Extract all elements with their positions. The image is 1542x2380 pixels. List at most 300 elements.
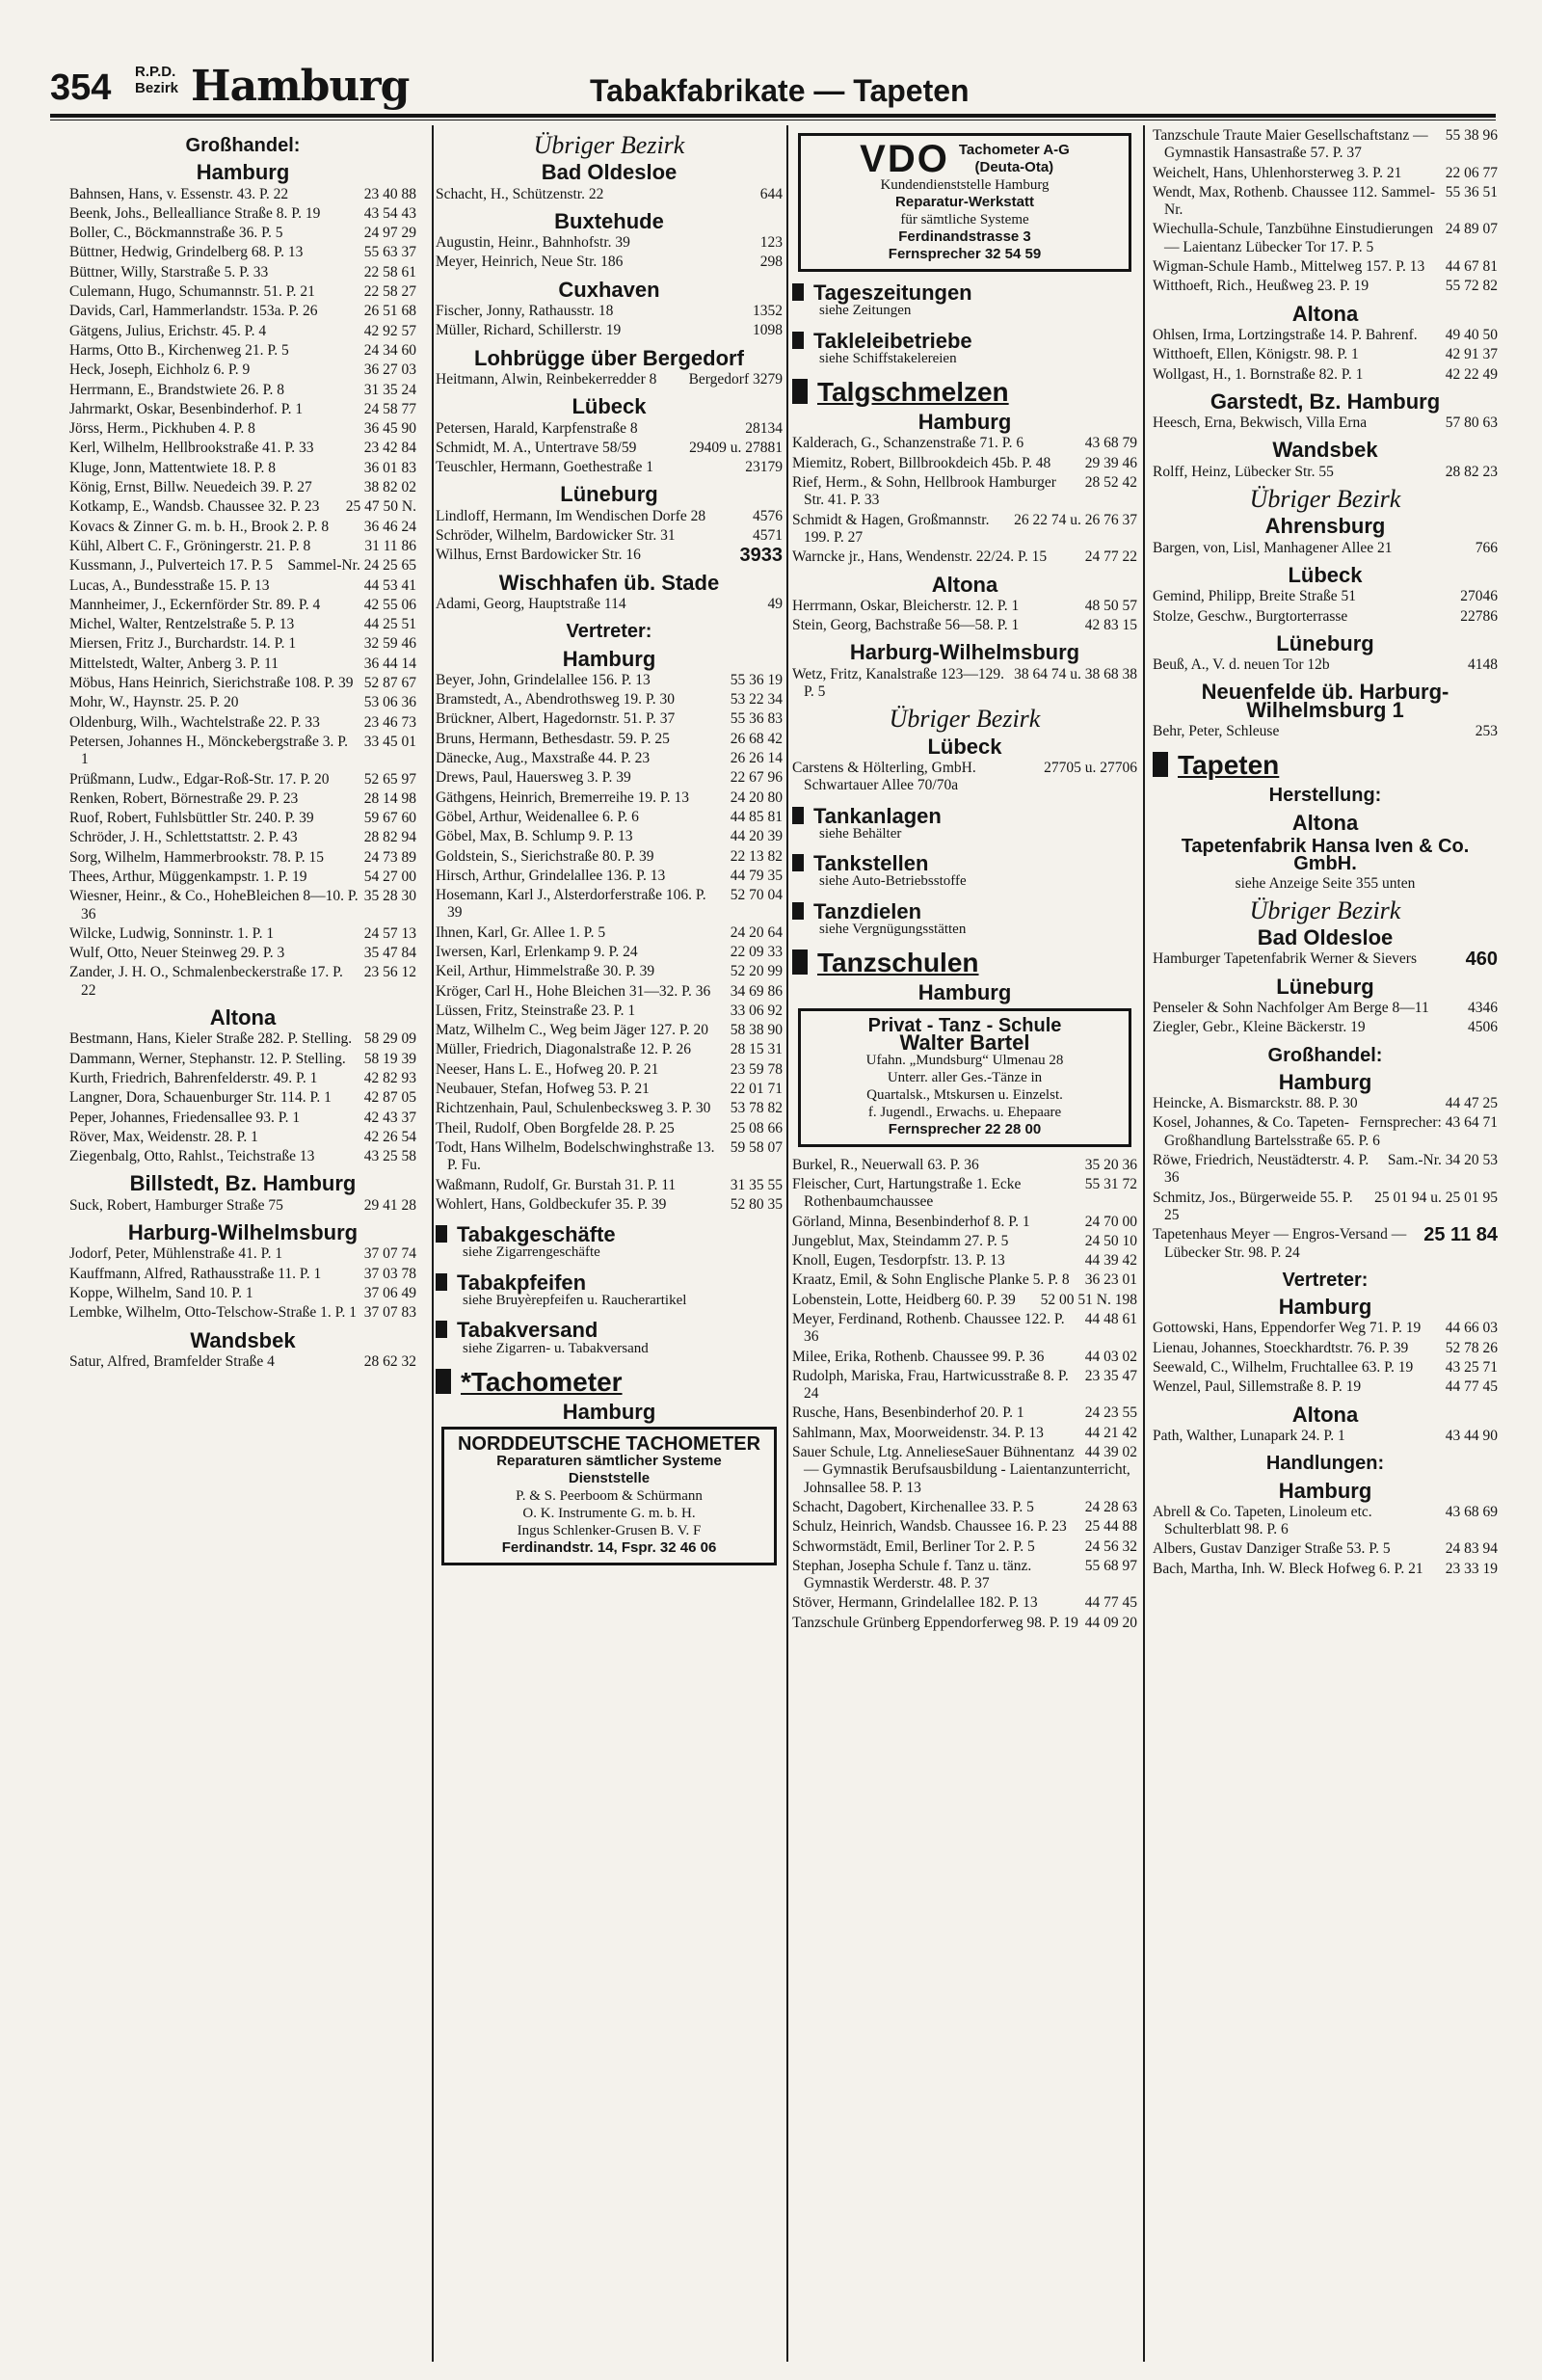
directory-entry — [69, 205, 416, 223]
phone-number: 298 — [759, 254, 783, 271]
phone-number: 24 57 13 — [363, 924, 416, 942]
phone-number: 253 — [1475, 723, 1498, 740]
entry-text: Lüssen, Fritz, Steinstraße 23. P. 1 — [436, 1002, 636, 1019]
ad-line: Ferdinandstr. 14, Fspr. 32 46 06 — [501, 1539, 717, 1557]
entry-text: Petersen, Johannes H., Mönckebergstraße 3. P. 1 — [69, 733, 348, 768]
phone-number: 58 29 09 — [363, 1030, 416, 1048]
phone-number: 44 85 81 — [730, 808, 783, 825]
directory-entry — [1153, 1359, 1498, 1377]
ad-line: (Deuta-Ota) — [974, 159, 1054, 175]
phone-number: 28 82 94 — [363, 829, 416, 846]
entry-text: König, Ernst, Billw. Neuedeich 39. P. 27 — [69, 479, 312, 496]
directory-entry — [69, 734, 416, 769]
section-heading — [792, 948, 1137, 978]
directory-entry — [1153, 656, 1498, 674]
phone-number: 35 47 84 — [363, 945, 416, 962]
phone-number: 58 19 39 — [363, 1050, 416, 1067]
directory-entry — [69, 714, 416, 732]
entry-text: Satur, Alfred, Bramfelder Straße 4 — [69, 1352, 275, 1370]
phone-number: 43 25 58 — [363, 1148, 416, 1165]
phone-number: 29 41 28 — [363, 1196, 416, 1214]
directory-entry — [69, 342, 416, 360]
directory-entry — [792, 1538, 1137, 1556]
phone-number: 58 38 90 — [730, 1022, 783, 1039]
entry-text: Witthoeft, Rich., Heußweg 23. P. 19 — [1153, 278, 1369, 295]
phone-number: 52 78 26 — [1445, 1339, 1498, 1356]
entry-text: Heitmann, Alwin, Reinbekerredder 8 — [436, 370, 657, 388]
entry-text: Bruns, Hermann, Bethesdastr. 59. P. 25 — [436, 730, 670, 747]
ad-line: Ingus Schlenker-Grusen B. V. F — [517, 1523, 702, 1539]
section-marker-icon — [436, 1321, 447, 1338]
directory-entry — [69, 771, 416, 789]
directory-entry — [436, 963, 783, 980]
place-heading: Ahrensburg — [1264, 514, 1386, 539]
place-heading: Garstedt, Bz. Hamburg — [1210, 388, 1441, 414]
directory-entry — [792, 598, 1137, 615]
entry-text: Schmidt & Hagen, Großmannstr. 199. P. 27 — [792, 511, 990, 546]
entry-text: Wenzel, Paul, Sillemstraße 8. P. 19 — [1153, 1378, 1362, 1396]
phone-number: 24 97 29 — [363, 225, 416, 242]
section-heading — [792, 281, 1137, 305]
directory-entry — [1153, 1504, 1498, 1539]
entry-text: Koppe, Wilhelm, Sand 10. P. 1 — [69, 1284, 253, 1301]
phone-number: 24 20 64 — [730, 923, 783, 941]
entry-text: Sahlmann, Max, Moorweidenstr. 34. P. 13 — [792, 1424, 1044, 1441]
directory-entry — [792, 548, 1137, 566]
phone-number: 37 06 49 — [363, 1284, 416, 1301]
entry-text: Hirsch, Arthur, Grindelallee 136. P. 13 — [436, 867, 666, 884]
entry-text: Behr, Peter, Schleuse — [1153, 723, 1280, 740]
phone-number: 31 35 55 — [730, 1176, 783, 1193]
phone-number: 52 87 67 — [363, 675, 416, 692]
phone-number: 42 87 05 — [363, 1089, 416, 1107]
directory-entry — [69, 420, 416, 438]
section-heading-text: Tanzdielen — [813, 898, 922, 923]
directory-entry — [1153, 184, 1498, 220]
phone-number: 22 58 27 — [363, 283, 416, 301]
phone-number: 25 47 50 N. — [345, 498, 416, 516]
entry-text: Schacht, H., Schützenstr. 22 — [436, 185, 604, 202]
directory-entry — [792, 1594, 1137, 1612]
phone-number: 23179 — [745, 459, 783, 476]
ad-line: Kundendienststelle Hamburg — [880, 177, 1050, 193]
advertisement — [441, 1427, 777, 1565]
directory-entry — [1153, 414, 1498, 432]
entry-text: Bahnsen, Hans, v. Essenstr. 43. P. 22 — [69, 185, 289, 202]
category-heading: Vertreter: — [1282, 1269, 1369, 1291]
directory-entry — [69, 382, 416, 399]
ad-line: Reparatur-Werkstatt — [895, 194, 1034, 210]
section-heading — [436, 1366, 783, 1397]
directory-entry — [1153, 1320, 1498, 1337]
phone-number: 38 64 74 u. 38 68 38 — [1014, 665, 1137, 682]
column-2 — [436, 127, 783, 2364]
directory-entry — [1153, 1114, 1498, 1150]
ad-line: Ferdinandstrasse 3 — [898, 228, 1031, 245]
phone-number: 37 07 74 — [363, 1245, 416, 1263]
phone-number: 22786 — [1460, 607, 1498, 625]
phone-number: 36 46 24 — [363, 518, 416, 535]
directory-entry — [792, 1499, 1137, 1516]
section-heading-text: Talgschmelzen — [817, 377, 1009, 408]
phone-number: 24 73 89 — [363, 848, 416, 866]
entry-text: Adami, Georg, Hauptstraße 114 — [436, 595, 626, 612]
directory-entry — [436, 459, 783, 476]
place-heading: Hamburg — [917, 980, 1012, 1005]
entry-text: Lucas, A., Bundesstraße 15. P. 13 — [69, 576, 270, 594]
phone-number: 23 59 78 — [730, 1060, 783, 1078]
entry-text: Sauer Schule, Ltg. AnnelieseSauer Bühnentanz — Gymnastik Berufsausbildung - Laientanzunterricht, Johnsallee 58. P. 13 — [792, 1444, 1130, 1496]
section-heading-text: *Tachometer — [461, 1366, 623, 1397]
place-heading: Altona — [1291, 810, 1359, 835]
phone-number: 29 39 46 — [1084, 454, 1137, 471]
entry-text: Keil, Arthur, Himmelstraße 30. P. 39 — [436, 963, 655, 980]
entry-text: Stephan, Josepha Schule f. Tanz u. tänz. Gymnastik Werderstr. 48. P. 37 — [792, 1557, 1032, 1592]
phone-number: 766 — [1475, 539, 1498, 556]
entry-text: Tanzschule Grünberg Eppendorferweg 98. P. 19 — [792, 1614, 1078, 1631]
phone-number: 44 48 61 — [1084, 1310, 1137, 1327]
ad-line: Dienststelle — [568, 1470, 651, 1487]
entry-text: Drews, Paul, Hauersweg 3. P. 39 — [436, 769, 631, 787]
entry-text: Herrmann, Oskar, Bleicherstr. 12. P. 1 — [792, 597, 1020, 614]
directory-entry — [792, 1368, 1137, 1404]
entry-text: Rolff, Heinz, Lübecker Str. 55 — [1153, 463, 1334, 480]
entry-text: Ziegler, Gebr., Kleine Bäckerstr. 19 — [1153, 1019, 1366, 1036]
phone-number: 36 01 83 — [363, 459, 416, 476]
phone-number: 4576 — [753, 507, 783, 524]
ad-line: Fernsprecher 32 54 59 — [888, 246, 1042, 262]
entry-text: Mittelstedt, Walter, Anberg 3. P. 11 — [69, 655, 279, 672]
directory-entry — [69, 1197, 416, 1215]
entry-text: Kraatz, Emil, & Sohn Englische Planke 5. P. 8 — [792, 1271, 1070, 1289]
entry-text: Kröger, Carl H., Hohe Bleichen 31—32. P. 36 — [436, 982, 711, 1000]
phone-number: 34 69 86 — [730, 982, 783, 1000]
directory-entry — [69, 283, 416, 301]
phone-number: 24 77 22 — [1084, 548, 1137, 566]
phone-number: 28 62 32 — [363, 1352, 416, 1370]
entry-text: Wilhus, Ernst Bardowicker Str. 16 — [436, 547, 641, 564]
phone-number: Fernsprecher: 43 64 71 — [1359, 1114, 1498, 1132]
entry-text: Renken, Robert, Börnestraße 29. P. 23 — [69, 789, 299, 807]
entry-text: Lienau, Johannes, Stoeckhardtstr. 76. P. 39 — [1153, 1339, 1409, 1356]
centered-note: Tapetenfabrik Hansa Iven & Co. GmbH. — [1181, 835, 1470, 875]
category-heading: Handlungen: — [1265, 1453, 1385, 1475]
ad-line: O. K. Instrumente G. m. b. H. — [522, 1506, 696, 1522]
directory-entry — [792, 760, 1137, 795]
entry-text: Schröder, J. H., Schlettstattstr. 2. P. 43 — [69, 829, 298, 846]
directory-entry — [792, 1558, 1137, 1593]
entry-text: Jörss, Herm., Pickhuben 4. P. 8 — [69, 420, 255, 438]
ad-brand-row — [807, 138, 1123, 180]
entry-text: Wilcke, Ludwig, Sonninstr. 1. P. 1 — [69, 924, 275, 942]
phone-number: 42 55 06 — [363, 596, 416, 613]
entry-text: Witthoeft, Ellen, Königstr. 98. P. 1 — [1153, 346, 1359, 363]
entry-text: Heincke, A. Bismarckstr. 88. P. 30 — [1153, 1095, 1358, 1112]
column-divider — [786, 125, 788, 2362]
directory-entry — [436, 1139, 783, 1175]
advertisement — [798, 133, 1131, 272]
region-heading: Übriger Bezirk — [889, 705, 1041, 734]
directory-entry — [436, 769, 783, 787]
phone-number: 44 25 51 — [363, 616, 416, 633]
place-heading: Hamburg — [1278, 1478, 1372, 1503]
phone-number: 43 54 43 — [363, 204, 416, 222]
ad-line: für sämtliche Systeme — [900, 212, 1029, 227]
phone-number: 25 08 66 — [730, 1119, 783, 1137]
ad-line: Quartalsk., Mtskursen u. Einzelst. — [866, 1086, 1063, 1103]
place-heading: Altona — [209, 1005, 277, 1030]
entry-text: Boller, C., Böckmannstraße 36. P. 5 — [69, 225, 283, 242]
entry-text: Warncke jr., Hans, Wendenstr. 22/24. P. 15 — [792, 548, 1048, 566]
directory-entry — [792, 1615, 1137, 1632]
directory-entry — [69, 925, 416, 943]
phone-number: 42 83 15 — [1084, 617, 1137, 634]
directory-entry — [436, 924, 783, 942]
city-title: Hamburg — [191, 62, 410, 111]
phone-number: 59 58 07 — [730, 1138, 783, 1156]
entry-text: Jodorf, Peter, Mühlenstraße 41. P. 1 — [69, 1245, 283, 1263]
phone-number: 24 50 10 — [1084, 1232, 1137, 1249]
entry-text: Miersen, Fritz J., Burchardstr. 14. P. 1 — [69, 635, 297, 653]
directory-entry — [792, 435, 1137, 452]
entry-text: Görland, Minna, Besenbinderhof 8. P. 1 — [792, 1213, 1030, 1230]
entry-text: Stein, Georg, Bachstraße 56—58. P. 1 — [792, 617, 1020, 634]
entry-text: Kauffmann, Alfred, Rathausstraße 11. P. 1 — [69, 1265, 322, 1282]
ad-line: Ufahn. „Mundsburg“ Ulmenau 28 — [865, 1052, 1064, 1068]
entry-text: Davids, Carl, Hammerlandstr. 153a. P. 26 — [69, 303, 318, 320]
phone-number: 44 77 45 — [1084, 1594, 1137, 1612]
entry-text: Kluge, Jonn, Mattentwiete 18. P. 8 — [69, 459, 276, 476]
section-marker-icon — [792, 283, 804, 301]
phone-number: 44 66 03 — [1445, 1320, 1498, 1337]
entry-text: Beyer, John, Grindelallee 156. P. 13 — [436, 671, 651, 688]
directory-entry — [436, 440, 783, 457]
place-heading: Cuxhaven — [558, 277, 660, 302]
section-heading — [792, 898, 1137, 923]
region-heading: Übriger Bezirk — [1249, 485, 1401, 514]
directory-entry — [436, 1022, 783, 1039]
entry-text: Schulz, Heinrich, Wandsb. Chaussee 16. P. 23 — [792, 1518, 1067, 1536]
entry-text: Jahrmarkt, Oskar, Besenbinderhof. P. 1 — [69, 400, 304, 417]
directory-entry — [792, 1311, 1137, 1347]
entry-text: Lembke, Wilhelm, Otto-Telschow-Straße 1. P. 1 — [69, 1304, 358, 1322]
entry-text: Albers, Gustav Danziger Straße 53. P. 5 — [1153, 1540, 1391, 1558]
directory-entry — [69, 1266, 416, 1283]
directory-entry — [69, 694, 416, 711]
phone-number: 24 23 55 — [1084, 1404, 1137, 1422]
section-title: Tabakfabrikate — Tapeten — [590, 73, 970, 108]
phone-number: 44 67 81 — [1445, 258, 1498, 276]
entry-text: Müller, Richard, Schillerstr. 19 — [436, 322, 622, 339]
phone-number: 44 47 25 — [1445, 1095, 1498, 1112]
directory-entry — [1153, 608, 1498, 626]
entry-text: Ohlsen, Irma, Lortzingstraße 14. P. Bahrenf. — [1153, 326, 1418, 343]
directory-entry — [792, 1233, 1137, 1250]
place-heading: Bad Oldesloe — [1257, 925, 1394, 950]
entry-text: Goldstein, S., Sierichstraße 80. P. 39 — [436, 847, 654, 865]
phone-number: 22 13 82 — [730, 847, 783, 865]
directory-entry — [69, 264, 416, 281]
region-heading: Übriger Bezirk — [1249, 896, 1401, 924]
phone-number: 57 80 63 — [1445, 414, 1498, 432]
region-heading: Übriger Bezirk — [533, 131, 685, 159]
phone-number: 55 38 96 — [1445, 127, 1498, 144]
directory-entry — [1153, 1019, 1498, 1036]
entry-text: Tapetenhaus Meyer — Engros-Versand — Lübecker Str. 98. P. 24 — [1153, 1226, 1407, 1261]
directory-entry — [1153, 221, 1498, 256]
page-header — [50, 60, 1496, 118]
section-heading-text: Tapeten — [1178, 750, 1280, 781]
entry-text: Wiesner, Heinr., & Co., HoheBleichen 8—10. P. 36 — [69, 888, 359, 923]
entry-text: Meyer, Ferdinand, Rothenb. Chaussee 122. P. 36 — [792, 1310, 1065, 1346]
phone-number: 36 27 03 — [363, 361, 416, 379]
entry-text: Bestmann, Hans, Kieler Straße 282. P. Stelling. — [69, 1030, 353, 1048]
cross-reference: siehe Zigarrengeschäfte — [463, 1244, 600, 1261]
directory-entry — [792, 1292, 1137, 1309]
entry-text: Culemann, Hugo, Schumannstr. 51. P. 21 — [69, 283, 315, 301]
phone-number: 44 77 45 — [1445, 1378, 1498, 1396]
entry-text: Waßmann, Rudolf, Gr. Burstah 31. P. 11 — [436, 1176, 677, 1193]
directory-entry — [1153, 278, 1498, 295]
phone-number: 24 70 00 — [1084, 1213, 1137, 1230]
column-divider — [432, 125, 434, 2362]
section-heading — [1153, 750, 1498, 781]
directory-entry — [436, 944, 783, 961]
directory-entry — [69, 519, 416, 536]
entry-text: Büttner, Willy, Starstraße 5. P. 33 — [69, 263, 269, 281]
column-1 — [69, 127, 416, 2364]
entry-text: Bramstedt, A., Abendrothsweg 19. P. 30 — [436, 691, 675, 709]
directory-entry — [1153, 1152, 1498, 1188]
section-marker-icon — [1153, 752, 1168, 777]
entry-text: Brückner, Albert, Hagedornstr. 51. P. 37 — [436, 710, 676, 728]
phone-number: 35 28 30 — [363, 888, 416, 905]
entry-text: Richtzenhain, Paul, Schulenbecksweg 3. P. 30 — [436, 1100, 711, 1117]
phone-number: 4346 — [1468, 999, 1498, 1016]
entry-text: Beenk, Johs., Bellealliance Straße 8. P. 19 — [69, 204, 321, 222]
directory-entry — [69, 1304, 416, 1322]
section-marker-icon — [792, 379, 808, 404]
directory-entry — [436, 527, 783, 545]
phone-number: Bergedorf 3279 — [688, 370, 783, 388]
entry-text: Seewald, C., Wilhelm, Fruchtallee 63. P. 19 — [1153, 1359, 1414, 1377]
directory-entry — [69, 675, 416, 692]
directory-entry — [436, 691, 783, 709]
directory-entry — [69, 538, 416, 555]
phone-number: 31 35 24 — [363, 381, 416, 398]
vdo-logo: VDO — [860, 138, 949, 180]
directory-entry — [1153, 1226, 1498, 1262]
entry-text: Lobenstein, Lotte, Heidberg 60. P. 39 — [792, 1291, 1016, 1308]
phone-number: 53 22 34 — [730, 691, 783, 709]
phone-number: 44 79 35 — [730, 867, 783, 884]
directory-entry — [436, 1081, 783, 1098]
place-heading: Hamburg — [562, 1399, 656, 1424]
directory-entry — [69, 635, 416, 653]
entry-text: Wetz, Fritz, Kanalstraße 123—129. P. 5 — [792, 665, 1004, 701]
phone-number: 55 63 37 — [363, 244, 416, 261]
directory-entry — [1153, 1561, 1498, 1578]
header-rule — [50, 114, 1496, 118]
entry-text: Göbel, Arthur, Weidenallee 6. P. 6 — [436, 808, 639, 825]
directory-entry — [436, 508, 783, 525]
phone-number: 33 06 92 — [730, 1002, 783, 1019]
directory-entry — [436, 322, 783, 339]
entry-text: Neeser, Hans L. E., Hofweg 20. P. 21 — [436, 1060, 659, 1078]
phone-number: 22 67 96 — [730, 769, 783, 787]
ad-line: Tachometer A-G — [958, 142, 1070, 158]
phone-number: 42 43 37 — [363, 1109, 416, 1126]
phone-number: 55 36 51 — [1445, 183, 1498, 201]
column-3 — [792, 127, 1137, 2364]
directory-entry — [69, 964, 416, 1000]
advertisement — [798, 1008, 1131, 1147]
entry-text: Path, Walther, Lunapark 24. P. 1 — [1153, 1427, 1345, 1444]
directory-entry — [69, 401, 416, 418]
phone-number: 25 01 94 u. 25 01 95 — [1374, 1189, 1498, 1206]
entry-text: Wigman-Schule Hamb., Mittelweg 157. P. 13 — [1153, 258, 1425, 276]
directory-entry — [436, 186, 783, 203]
phone-number: 24 56 32 — [1084, 1538, 1137, 1555]
phone-number: 25 44 88 — [1084, 1518, 1137, 1536]
directory-entry — [69, 1051, 416, 1068]
place-heading: Altona — [1291, 301, 1359, 326]
place-heading: Lüneburg — [1276, 974, 1374, 999]
phone-number: 28 14 98 — [363, 789, 416, 807]
category-heading: Herstellung: — [1268, 785, 1382, 807]
cross-reference: siehe Schiffstakelereien — [819, 350, 957, 366]
phone-number: 55 31 72 — [1084, 1175, 1137, 1192]
phone-number: 23 56 12 — [363, 964, 416, 981]
entry-text: Rief, Herm., & Sohn, Hellbrook Hamburger Str. 41. P. 33 — [792, 474, 1056, 509]
entry-text: Michel, Walter, Rentzelstraße 5. P. 13 — [69, 616, 295, 633]
place-heading: Buxtehude — [554, 208, 664, 233]
directory-entry — [436, 1041, 783, 1058]
directory-entry — [792, 1349, 1137, 1366]
phone-number: 42 26 54 — [363, 1128, 416, 1145]
directory-entry — [436, 545, 783, 567]
entry-text: Dammann, Werner, Stephanstr. 12. P. Stelling. — [69, 1050, 346, 1067]
directory-entry — [69, 888, 416, 923]
phone-number: 28 82 23 — [1445, 463, 1498, 480]
section-heading-text: Takleleibetriebe — [813, 328, 972, 353]
entry-text: Kovacs & Zinner G. m. b. H., Brook 2. P. 8 — [69, 518, 330, 535]
directory-entry — [1153, 464, 1498, 481]
entry-text: Bach, Martha, Inh. W. Bleck Hofweg 6. P. 21 — [1153, 1560, 1423, 1577]
entry-text: Müller, Friedrich, Diagonalstraße 12. P. 26 — [436, 1041, 691, 1058]
place-heading: Wandsbek — [190, 1327, 296, 1352]
directory-entry — [69, 361, 416, 379]
phone-number: 42 91 37 — [1445, 346, 1498, 363]
directory-entry — [792, 1214, 1137, 1231]
phone-number: 3933 — [739, 545, 783, 567]
entry-text: Burkel, R., Neuerwall 63. P. 36 — [792, 1156, 979, 1173]
column-divider — [1143, 125, 1145, 2362]
entry-text: Neubauer, Stefan, Hofweg 53. P. 21 — [436, 1081, 650, 1098]
section-heading — [436, 1318, 783, 1343]
directory-entry — [1153, 165, 1498, 182]
phone-number: 31 11 86 — [364, 537, 416, 554]
phone-number: 1098 — [753, 322, 783, 339]
phone-number: 42 82 93 — [363, 1069, 416, 1086]
ad-line: Walter Bartel — [899, 1030, 1030, 1055]
section-marker-icon — [792, 854, 804, 871]
directory-entry — [1153, 1540, 1498, 1558]
place-heading: Lohbrügge über Bergedorf — [474, 345, 744, 370]
directory-entry — [436, 710, 783, 728]
directory-entry — [436, 1100, 783, 1117]
directory-entry — [436, 1177, 783, 1194]
